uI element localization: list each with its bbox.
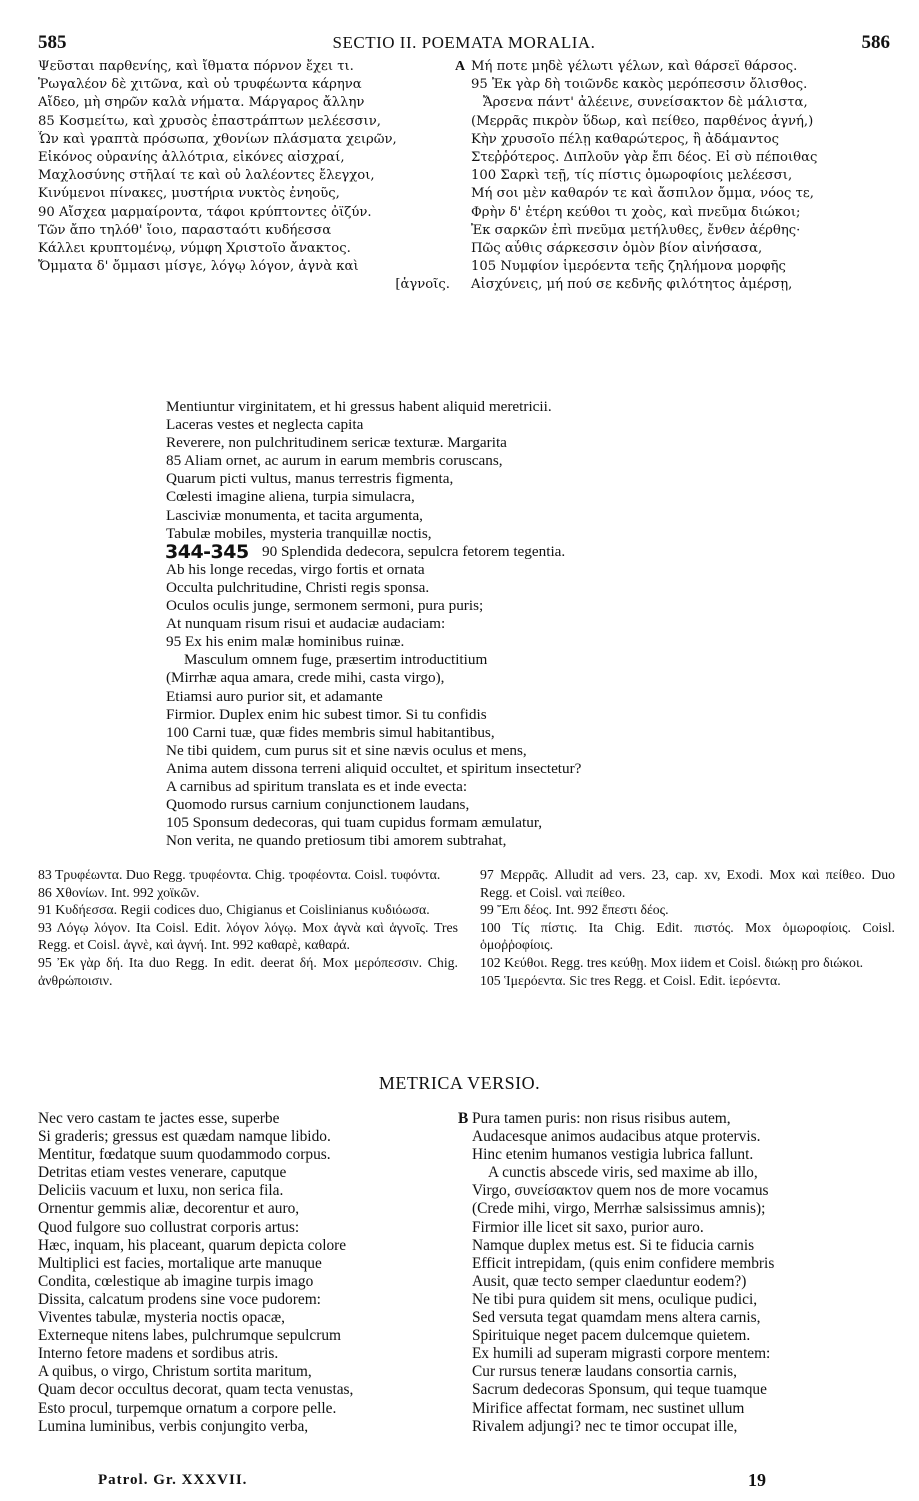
verse-line: Externeque nitens labes, pulchrumque sepulcrum (38, 1327, 342, 1345)
greek-line: Μαχλοσύνης στῆλαί τε καὶ οὐ λαλέοντες ἔλεγχοι, (38, 168, 375, 184)
note: 102 Κεύθοι. Regg. tres κεύθῃ. Mox iidem et Coisl. διώκῃ pro διώκοι. (480, 954, 864, 970)
latin-line: (Mirrhæ aqua amara, crede mihi, casta virgo), (166, 669, 445, 687)
latin-line: Mentiuntur virginitatem, et hi gressus habent aliquid meretricii. (166, 398, 552, 415)
greek-line: 100 Σαρκὶ τεῇ, τίς πίστις ὁμωροφίοις μελέεσσι, (471, 168, 793, 184)
latin-line: 85 Aliam ornet, ac aurum in earum membris coruscans, (166, 452, 503, 470)
verse-line: Ausit, quæ tecto semper claeduntur eodem?) (472, 1272, 747, 1290)
verse-line: Spirituique neget pacem dulcemque quietem. (472, 1327, 751, 1345)
greek-line: 85 Κοσμείτω, καὶ χρυσὸς ἐπαστράπτων μελέεσσιν, (38, 113, 381, 129)
verse-line: Nec vero castam te jactes esse, superbe (38, 1110, 280, 1127)
verse-line: Pura tamen puris: non risus risibus autem, (472, 1110, 731, 1127)
greek-line: Ἄρσενα πάντ' ἀλέεινε, συνείσακτον δὲ μάλιστα, (483, 95, 808, 111)
verse-line: Ne tibi pura quidem sit mens, oculique pudici, (472, 1290, 758, 1308)
note: 99 Ἔπι δέος. Int. 992 ἔπεστι δέος. (480, 902, 669, 918)
verse-line: Ornentur gemmis aliæ, decorentur et auro, (38, 1200, 300, 1218)
latin-line: Ne tibi quidem, cum purus sit et sine nævis oculus et mens, (166, 741, 527, 759)
verse-line: Hinc etenim humanos vestigia lubrica fallunt. (472, 1146, 754, 1164)
verse-line: Interno fetore madens et sordibus atris. (38, 1345, 279, 1363)
greek-line: Αἴδεο, μὴ σηρῶν καλὰ νήματα. Μάργαρος ἄλλην (38, 95, 365, 111)
verse-line: Efficit intrepidam, (quis enim confidere membris (472, 1254, 775, 1272)
latin-line: Firmior. Duplex enim hic subest timor. Si tu confidis (166, 705, 487, 723)
greek-line: Αἰσχύνεις, μή πού σε κεδνῆς φιλότητος ἀμέρσῃ, (471, 277, 793, 293)
verse-line: Firmior ille licet sit saxo, purior auro. (472, 1218, 704, 1236)
greek-line: 90 Αἴσχεα μαρμαίροντα, τάφοι κρύπτοντες ὀϊζύν. (38, 204, 372, 220)
note: 83 Τρυφέωντα. Duo Regg. τρυφέοντα. Chig. τροφέοντα. Coisl. τυφόντα. (38, 867, 441, 882)
greek-line: Μή σοι μὲν καθαρόν τε καὶ ἄσπιλον ὄμμα, νόος τε, (471, 186, 814, 202)
greek-text-right-column (455, 58, 895, 294)
metrica-versio-heading: METRICA VERSIO. (378, 1073, 541, 1093)
verse-line: Dissita, calcatum prodens sine voce pudorem: (38, 1290, 321, 1308)
verse-line: Si graderis; gressus est quædam namque libido. (38, 1128, 331, 1146)
page-number-right: 586 (861, 32, 890, 53)
latin-line: 90 Splendida dedecora, sepulcra fetorem tegentia. (262, 542, 566, 560)
page-number-left: 585 (38, 32, 67, 53)
footer-gathering-number: 19 (748, 1470, 766, 1490)
verse-line: Multiplici est facies, mortalique arte manuque (38, 1254, 322, 1272)
latin-line: Anima autem dissona terreni aliquid occultet, et spiritum insectetur? (166, 759, 582, 777)
verse-line: Mirifice affectat formam, nec sustinet ullum (472, 1399, 745, 1417)
footer-volume-signature: Patrol. Gr. XXXVII. (98, 1472, 248, 1488)
verse-line: Sed versuta tegat quamdam mens altera carnis, (472, 1309, 761, 1327)
greek-line: Ψεῦσται παρθενίης, καὶ ἴθματα πόρνον ἔχει τι. (38, 59, 354, 74)
verse-line: Lumina luminibus, verbis conjungito verba, (38, 1417, 309, 1435)
latin-prose-translation (166, 398, 806, 850)
verse-line: Hæc, inquam, his placeant, quarum depicta colore (38, 1236, 347, 1254)
latin-line: Laceras vestes et neglecta capita (166, 416, 364, 434)
latin-line: A carnibus ad spiritum translata es et inde evecta: (166, 777, 468, 795)
latin-line: Tabulæ mobiles, mysteria tranquillæ noctis, (166, 524, 432, 542)
verse-line: Mentitur, fœdatque suum quodammodo corpus. (38, 1146, 331, 1164)
latin-line: Masculum omnem fuge, præsertim introductitium (184, 651, 488, 669)
column-marker-b: B (458, 1110, 469, 1127)
page-header (38, 32, 890, 54)
note: 86 Χθονίων. Int. 992 χοϊκῶν. (38, 884, 200, 900)
verse-line: Rivalem adjungi? nec te timor occupat ille, (472, 1417, 738, 1435)
verse-line: Viventes tabulæ, mysteria noctis opacæ, (38, 1309, 285, 1327)
note: 105 Ἱμερόεντα. Sic tres Regg. et Coisl. Edit. ἱερόεντα. (480, 972, 781, 988)
greek-line: Μή ποτε μηδὲ γέλωτι γέλων, καὶ θάρσεϊ θάρσος. (471, 59, 798, 74)
verse-line: (Crede mihi, virgo, Merrhæ salsissimus amnis); (472, 1200, 766, 1218)
column-marker-a: A (455, 59, 466, 74)
verse-line: Condita, cœlestique ab imagine turpis imago (38, 1272, 314, 1290)
latin-line: Non verita, ne quando pretiosum tibi amorem subtrahat, (166, 832, 507, 850)
latin-line: Reverere, non pulchritudinem sericæ texturæ. Margarita (166, 434, 507, 452)
greek-line: 105 Νυμφίον ἱμερόεντα τεῆς ζηλήμονα μορφῆς (471, 259, 786, 275)
verse-line: Namque duplex metus est. Si te fiducia carnis (472, 1236, 755, 1254)
verse-line: Detritas etiam vestes venerare, caputque (38, 1164, 287, 1182)
verse-line: Esto procul, turpemque ornatum a corpore pelle. (38, 1399, 337, 1417)
greek-line: Εἰκόνος οὐρανίης ἀλλότρια, εἰκόνες αἰσχραί, (38, 149, 345, 165)
greek-line-continuation: [ἁγνοῖς. (395, 277, 450, 293)
verse-line: Deliciis vacuum et luxu, non serica fila. (38, 1182, 284, 1200)
greek-line: Κινύμενοι πίνακες, μυστήρια νυκτὸς ἐνηοῦς, (38, 186, 340, 202)
verse-line: Audacesque animos audacibus atque protervis. (472, 1128, 761, 1146)
latin-line: 100 Carni tuæ, quæ fides membris simul habitantibus, (166, 723, 495, 741)
latin-line: Lasciviæ monumenta, et tacita argumenta, (166, 506, 423, 524)
greek-line: Κάλλει κρυπτομένῳ, νύμφη Χριστοῖο ἄνακτος. (38, 240, 351, 256)
latin-line: Cœlesti imagine aliena, turpia simulacra, (166, 488, 415, 506)
greek-line: Κὴν χρυσοῖο πέλῃ καθαρώτερος, ἢ ἀδάμαντος (471, 131, 779, 147)
note: 97 Μερρᾶς. Alludit ad vers. 23, cap. xv, Exodi. Mox καὶ πείθεο. Duo Regg. et Coisl. ναὶ πείθεο. (480, 867, 895, 900)
verse-line: Quod fulgore suo collustrat corporis artus: (38, 1218, 300, 1236)
metrica-versio-right (458, 1110, 898, 1436)
verse-line: A cunctis abscede viris, sed maxime ab illo, (488, 1164, 758, 1182)
critical-notes-right (480, 866, 895, 989)
latin-line: Oculos oculis junge, sermonem sermoni, pura puris; (166, 597, 484, 615)
greek-line: Ὧν καὶ γραπτὰ πρόσωπα, χθονίων πλάσματα χειρῶν, (38, 131, 397, 147)
greek-text-left-column (38, 58, 458, 294)
verse-line: Cur rursus teneræ laudans consortia carnis, (472, 1363, 737, 1381)
verse-line: A quibus, o virgo, Christum sortita maritum, (38, 1363, 312, 1381)
metrica-versio-left (38, 1110, 458, 1436)
greek-line: Πῶς αὖθις σάρκεσσιν ὁμὸν βίον αἰνήσασα, (471, 240, 763, 256)
latin-line: Ab his longe recedas, virgo fortis et ornata (166, 560, 425, 578)
greek-line: (Μερρᾶς πικρὸν ὕδωρ, καὶ πείθεο, παρθένος ἁγνή,) (471, 113, 814, 129)
greek-line: 95 Ἐκ γὰρ δὴ τοιῶνδε κακὸς μερόπεσσιν ὄλισθος. (471, 77, 808, 93)
running-title: SECTIO II. POEMATA MORALIA. (332, 33, 596, 52)
verse-line: Quam decor occultus decorat, quam tecta venustas, (38, 1381, 354, 1399)
greek-line: Φρὴν δ' ἑτέρη κεύθοι τι χοὸς, καὶ πνεῦμα διώκοι; (471, 204, 801, 220)
greek-line: Τῶν ἄπο τηλόθ' ἴοιο, παρασταότι κυδήεσσα (38, 222, 332, 238)
migne-column-numbers: 344-345 (165, 541, 249, 563)
latin-line: 105 Sponsum dedecoras, qui tuam cupidus formam æmulatur, (166, 814, 543, 832)
note: 100 Τίς πίστις. Ita Chig. Edit. πιστός. Mox ὁμωροφίοις. Coisl. ὁμοῤῥοφίοις. (480, 919, 895, 953)
latin-line: 95 Ex his enim malæ hominibus ruinæ. (166, 633, 405, 651)
greek-line: Ἐκ σαρκῶν ἐπὶ πνεῦμα μετήλυθες, ἔνθεν ἀέρθης· (471, 222, 801, 238)
greek-line: Ῥωγαλέον δὲ χιτῶνα, καὶ οὐ τρυφέωντα κάρηνα (38, 77, 362, 93)
greek-line: Ὄμματα δ' ὄμμασι μίσγε, λόγῳ λόγον, ἁγνὰ καὶ (38, 259, 359, 275)
latin-line: Quomodo rursus carnium conjunctionem laudans, (166, 796, 470, 814)
latin-line: Etiamsi auro purior sit, et adamante (166, 687, 383, 705)
greek-line: Στεῤῥότερος. Διπλοῦν γὰρ ἔπι δέος. Εἰ σὺ πέποιθας (471, 149, 818, 165)
critical-notes-left (38, 866, 458, 989)
latin-line: Occulta pulchritudine, Christi regis sponsa. (166, 578, 430, 596)
note: 95 Ἐκ γὰρ δή. Ita duo Regg. In edit. deerat δή. Mox μερόπεσσιν. Chig. ἀνθρώποισιν. (38, 954, 458, 988)
note: 93 Λόγῳ λόγον. Ita Coisl. Edit. λόγον λόγῳ. Mox ἁγνὰ καὶ ἁγνοῖς. Tres Regg. et Coisl. ἁγνὲ, καὶ ἁγνή. Int. 992 καθαρὲ, καθαρά. (38, 919, 458, 953)
verse-line: Sacrum dedecoras Sponsum, qui teque tuamque (472, 1381, 767, 1399)
verse-line: Virgo, συνείσακτον quem nos de more vocamus (472, 1182, 769, 1200)
verse-line: Ex humili ad superam migrasti corpore mentem: (472, 1345, 771, 1363)
latin-line: Quarum picti vultus, manus terrestris figmenta, (166, 470, 454, 488)
latin-line: At nunquam risum risui et audaciæ audaciam: (166, 615, 446, 633)
note: 91 Κυδήεσσα. Regii codices duo, Chigianus et Coislinianus κυδιόωσα. (38, 902, 430, 918)
